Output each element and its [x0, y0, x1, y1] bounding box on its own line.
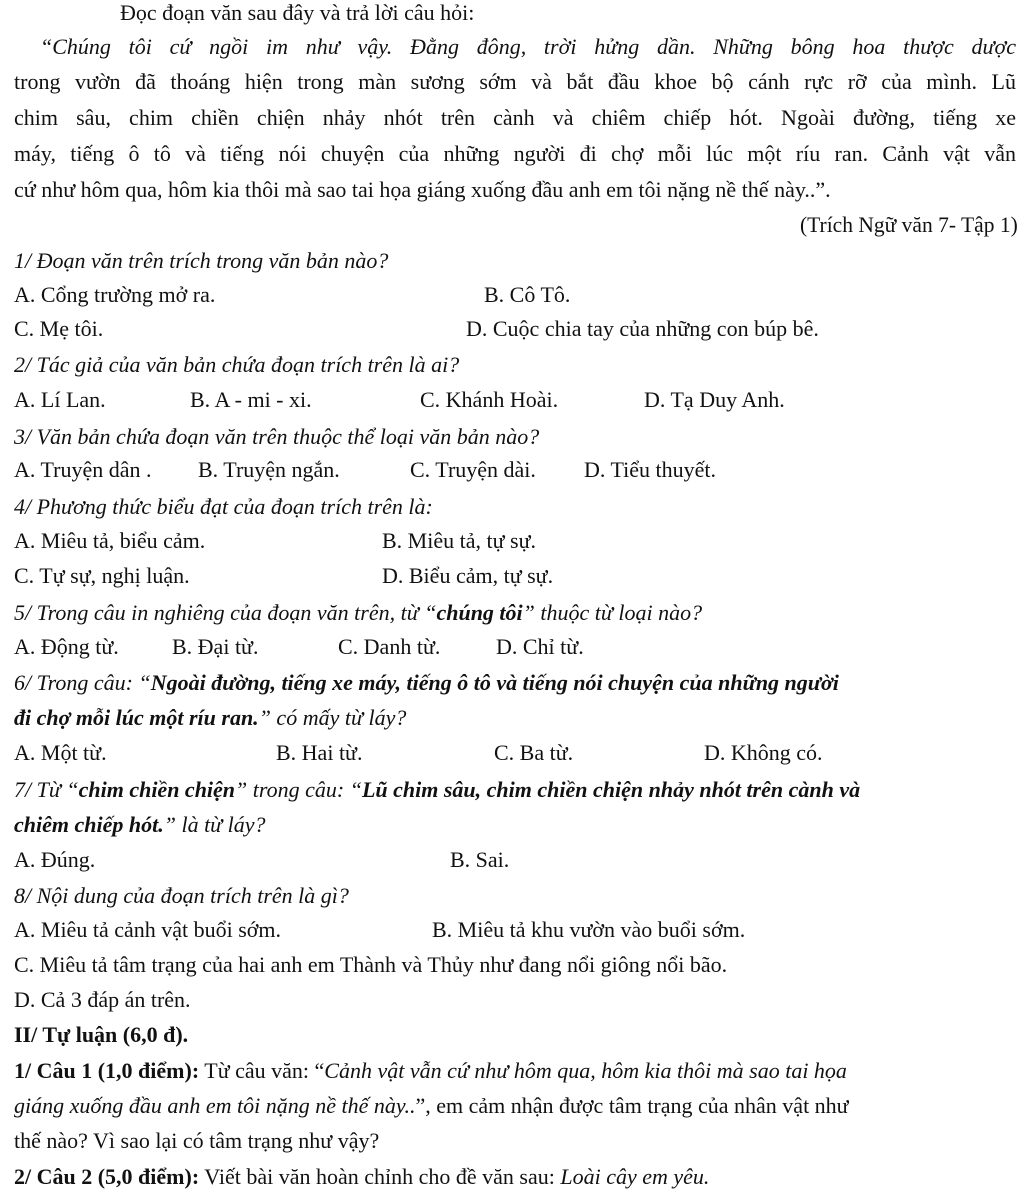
q4-option-b: B. Miêu tả, tự sự. — [382, 528, 537, 553]
q5-option-c: C. Danh từ. — [338, 634, 441, 659]
q3-option-a: A. Truyện dân . — [14, 457, 152, 482]
q1-option-c: C. Mẹ tôi. — [14, 316, 104, 341]
q6-option-d: D. Không có. — [704, 740, 823, 765]
q7-option-b: B. Sai. — [450, 847, 510, 872]
question-6: 6/ Trong câu: “Ngoài đường, tiếng xe máy, tiếng ô tô và tiếng nói chuyện của những người — [14, 670, 839, 695]
part-2-title: II/ Tự luận (6,0 đ). — [14, 1022, 189, 1047]
q1-option-b: B. Cô Tô. — [484, 282, 571, 307]
question-5: 5/ Trong câu in nghiêng của đoạn văn trên, từ “chúng tôi” thuộc từ loại nào? — [14, 600, 703, 625]
passage-line: chim sâu, chim chiền chiện nhảy nhót trên cành và chiêm chiếp hót. Ngoài đường, tiếng xe — [14, 105, 1016, 130]
passage-line: cứ như hôm qua, hôm kia thôi mà sao tai họa giáng xuống đầu anh em tôi nặng nề thế này..”. — [14, 177, 831, 202]
question-2: 2/ Tác giả của văn bản chứa đoạn trích trên là ai? — [14, 352, 460, 377]
question-3: 3/ Văn bản chứa đoạn văn trên thuộc thể loại văn bản nào? — [14, 424, 540, 449]
q2-option-c: C. Khánh Hoài. — [420, 387, 559, 412]
question-1: 1/ Đoạn văn trên trích trong văn bản nào? — [14, 248, 389, 273]
passage-line: trong vườn đã thoáng hiện trong màn sương sớm và bắt đầu khoe bộ cánh rực rỡ của mình. Lũ — [14, 69, 1016, 94]
q1-option-d: D. Cuộc chia tay của những con búp bê. — [466, 316, 819, 341]
q8-option-b: B. Miêu tả khu vườn vào buổi sớm. — [432, 917, 746, 942]
q3-option-d: D. Tiểu thuyết. — [584, 457, 717, 482]
q8-option-a: A. Miêu tả cảnh vật buổi sớm. — [14, 917, 282, 942]
q6-option-c: C. Ba từ. — [494, 740, 574, 765]
q5-option-a: A. Động từ. — [14, 634, 119, 659]
q2-option-d: D. Tạ Duy Anh. — [644, 387, 785, 412]
q5-option-d: D. Chỉ từ. — [496, 634, 584, 659]
question-6-cont: đi chợ mỗi lúc một ríu ran.” có mấy từ láy? — [14, 705, 407, 730]
reading-instruction: Đọc đoạn văn sau đây và trả lời câu hỏi: — [120, 0, 475, 25]
question-7-cont: chiêm chiếp hót.” là từ láy? — [14, 812, 266, 837]
passage-line: máy, tiếng ô tô và tiếng nói chuyện của những người đi chợ mỗi lúc một ríu ran. Cảnh vật vẫn — [14, 141, 1016, 166]
q6-option-b: B. Hai từ. — [276, 740, 363, 765]
essay-question-1-cont: giáng xuống đầu anh em tôi nặng nề thế này..”, em cảm nhận được tâm trạng của nhân vật như — [14, 1093, 849, 1118]
q8-option-d: D. Cả 3 đáp án trên. — [14, 987, 191, 1012]
question-8: 8/ Nội dung của đoạn trích trên là gì? — [14, 883, 349, 908]
q4-option-c: C. Tự sự, nghị luận. — [14, 563, 190, 588]
essay-question-1-cont2: thế nào? Vì sao lại có tâm trạng như vậy? — [14, 1128, 380, 1153]
q4-option-a: A. Miêu tả, biểu cảm. — [14, 528, 206, 553]
essay-question-1: 1/ Câu 1 (1,0 điểm): Từ câu văn: “Cảnh vật vẫn cứ như hôm qua, hôm kia thôi mà sao tai họa — [14, 1058, 847, 1083]
q6-option-a: A. Một từ. — [14, 740, 107, 765]
q5-option-b: B. Đại từ. — [172, 634, 259, 659]
question-4: 4/ Phương thức biểu đạt của đoạn trích trên là: — [14, 494, 433, 519]
q1-option-a: A. Cổng trường mở ra. — [14, 282, 216, 307]
q4-option-d: D. Biểu cảm, tự sự. — [382, 563, 554, 588]
q7-option-a: A. Đúng. — [14, 847, 96, 872]
q3-option-c: C. Truyện dài. — [410, 457, 536, 482]
q3-option-b: B. Truyện ngắn. — [198, 457, 340, 482]
q2-option-a: A. Lí Lan. — [14, 387, 106, 412]
question-7: 7/ Từ “chim chiền chiện” trong câu: “Lũ chim sâu, chim chiền chiện nhảy nhót trên cành và — [14, 777, 861, 802]
source-citation: (Trích Ngữ văn 7- Tập 1) — [800, 212, 1018, 237]
essay-question-2: 2/ Câu 2 (5,0 điểm): Viết bài văn hoàn chỉnh cho đề văn sau: Loài cây em yêu. — [14, 1164, 710, 1189]
passage-line: “Chúng tôi cứ ngồi im như vậy. Đằng đông, trời hửng dần. Những bông hoa thược dược — [40, 34, 1016, 59]
q2-option-b: B. A - mi - xi. — [190, 387, 312, 412]
q8-option-c: C. Miêu tả tâm trạng của hai anh em Thành và Thủy như đang nổi giông nổi bão. — [14, 952, 728, 977]
